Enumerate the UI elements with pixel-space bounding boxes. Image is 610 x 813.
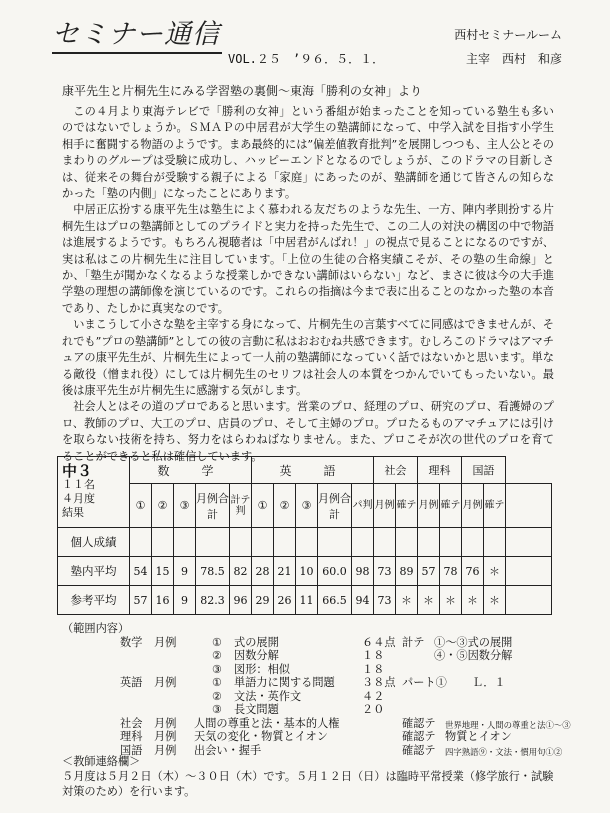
range-item: 文法・英作文: [234, 689, 302, 703]
col-header: 月例: [374, 484, 396, 528]
range-item: 人間の尊重と法・基本的人権: [194, 716, 340, 730]
range-line: [62, 703, 562, 717]
range-test: 計テ: [402, 635, 425, 649]
range-line: [62, 690, 562, 704]
range-kind: 月例: [154, 716, 177, 730]
grades-table: [57, 456, 552, 615]
range-test-note: 世界地理・人間の尊重と法①〜③: [445, 719, 571, 730]
range-number: ①: [212, 635, 223, 649]
volume-date: VOL.２５ ’９６．５．１．: [228, 52, 385, 66]
score-cell: 57: [418, 557, 440, 586]
student-count: １１名: [62, 478, 95, 491]
score-cell: [296, 528, 318, 557]
range-points: １８: [362, 662, 385, 676]
logo-underline: [52, 52, 222, 54]
notice-text: ５月度は５月２日（木）〜３０日（木）です。５月１２日（日）は臨時平常授業（修学旅行・試験対策のため）を行います。: [62, 770, 554, 798]
score-cell: 16: [152, 586, 174, 615]
score-cell: 29: [252, 586, 274, 615]
score-cell: 28: [252, 557, 274, 586]
score-cell: 11: [296, 586, 318, 615]
col-header: ②: [274, 484, 296, 528]
range-subject: 理科: [120, 730, 143, 743]
score-cell: [252, 528, 274, 557]
range-points: ２０: [362, 703, 385, 716]
article-paragraph: この４月より東海テレビで「勝利の女神」という番組が始まったことを知っている塾生も多いのではないでしょうか。ＳＭＡＰの中居君が大学生の塾講師になって、中学入試を目指す小学生相手に奮闘する物語のようです。まあ最終的には”偏差値教育批判”を展開しつつも、主人公とそのまわりのグループは受験に成功し、ハッピーエンドとなるのでしょうが、このドラマの目新しさは、従来その舞台が受験する親子による「家庭」にあったのが、塾講師を通じて皆さんの知らなかった「塾の内側」になったことにあります。: [62, 105, 554, 201]
score-cell: 96: [230, 586, 252, 615]
score-cell: [506, 557, 552, 586]
range-contents: [62, 622, 571, 757]
range-title-row: [62, 622, 562, 636]
score-cell: 57: [130, 586, 152, 615]
score-cell: 89: [396, 557, 418, 586]
article-body: [62, 104, 554, 465]
score-cell: ＊: [462, 586, 484, 615]
table-corner: [58, 457, 130, 528]
score-cell: ＊: [484, 557, 506, 586]
range-item: 因数分解: [234, 649, 279, 662]
month-label: ４月度: [62, 492, 95, 505]
range-item: 出会い・握手: [194, 743, 262, 757]
subject-japanese: 国語: [462, 457, 506, 484]
col-header: ①: [252, 484, 274, 528]
row-label: 塾内平均: [58, 557, 130, 586]
range-number: ③: [212, 703, 223, 716]
score-cell: 76: [462, 557, 484, 586]
score-cell: 73: [374, 586, 396, 615]
teacher-notice: [62, 754, 554, 799]
score-cell: 10: [296, 557, 318, 586]
range-line: [62, 649, 562, 663]
score-cell: 26: [274, 586, 296, 615]
score-cell: 66.5: [318, 586, 352, 615]
range-line: [62, 716, 571, 731]
organization-name: 西村セミナールーム: [454, 28, 562, 42]
range-subject: 国語: [120, 743, 143, 757]
range-number: ①: [212, 676, 223, 689]
range-points: １８: [362, 649, 385, 662]
col-header: ③: [174, 484, 196, 528]
range-test: 確認テ: [402, 716, 436, 730]
range-number: ③: [212, 662, 223, 676]
col-header: 計テ判: [230, 484, 252, 528]
range-test: パート①: [402, 676, 447, 689]
score-cell: 98: [352, 557, 374, 586]
range-line: [62, 676, 562, 690]
range-number: ②: [212, 689, 223, 703]
score-cell: [230, 528, 252, 557]
score-cell: 15: [152, 557, 174, 586]
col-header-blank: [506, 484, 552, 528]
score-cell: [396, 528, 418, 557]
range-test-note: 物質とイオン: [445, 730, 512, 743]
col-header: ③: [296, 484, 318, 528]
score-cell: 82.3: [196, 586, 230, 615]
range-kind: 月例: [154, 635, 177, 649]
col-header: ②: [152, 484, 174, 528]
newsletter-logo: セミナー通信: [52, 19, 220, 50]
col-header: ①: [130, 484, 152, 528]
col-header: 月例: [418, 484, 440, 528]
score-cell: 9: [174, 557, 196, 586]
score-cell: [152, 528, 174, 557]
score-cell: [174, 528, 196, 557]
subject-math: 数 学: [130, 457, 252, 484]
score-cell: 78.5: [196, 557, 230, 586]
col-header: パ判: [352, 484, 374, 528]
score-cell: [506, 586, 552, 615]
range-kind: 月例: [154, 676, 177, 689]
range-subject: 英語: [120, 676, 143, 689]
editor-name: 主宰 西村 和彦: [465, 52, 562, 66]
col-header: 月例合計: [196, 484, 230, 528]
row-label: 参考平均: [58, 586, 130, 615]
score-cell: [318, 528, 352, 557]
col-header: 確テ: [396, 484, 418, 528]
col-header: 月例合計: [318, 484, 352, 528]
range-test: 確認テ: [402, 730, 436, 743]
score-cell: ＊: [396, 586, 418, 615]
score-cell: 21: [274, 557, 296, 586]
col-header: 確テ: [440, 484, 462, 528]
score-cell: 9: [174, 586, 196, 615]
row-label: 個人成績: [58, 528, 130, 557]
table-row: [58, 557, 552, 586]
score-cell: 82: [230, 557, 252, 586]
range-line: [62, 730, 562, 744]
range-kind: 月例: [154, 730, 177, 743]
article-paragraph: 社会人とはその道のプロであると思います。営業のプロ、経理のプロ、研究のプロ、看護婦のプロ、教師のプロ、大工のプロ、店員のプロ、そして主婦のプロ。プロたるものアマチュアには引けを取らない技術を持ち、努力をはらわねばなりません。また、プロこそが次の世代のプロを育てることができると私は確信しています。: [62, 400, 554, 463]
score-cell: ＊: [440, 586, 462, 615]
masthead: [52, 12, 562, 72]
range-test-note: ①〜③式の展開: [434, 635, 513, 649]
article-subtitle: 康平先生と片桐先生にみる学習塾の裏側〜東海「勝利の女神」より: [62, 84, 423, 98]
col-header: 月例: [462, 484, 484, 528]
score-cell: [352, 528, 374, 557]
range-test-note: 四字熟語⑨・文法・慣用句①②: [445, 746, 563, 757]
range-points: ３８点: [362, 676, 396, 689]
score-cell: [196, 528, 230, 557]
score-cell: [418, 528, 440, 557]
range-test-note: ④・⑤因数分解: [434, 649, 513, 662]
score-cell: 78: [440, 557, 462, 586]
range-test: 確認テ: [402, 743, 436, 757]
score-cell: 73: [374, 557, 396, 586]
score-cell: 60.0: [318, 557, 352, 586]
range-kind: 月例: [154, 743, 177, 757]
table-row: [58, 586, 552, 615]
score-cell: [440, 528, 462, 557]
score-cell: [274, 528, 296, 557]
subject-social: 社会: [374, 457, 418, 484]
range-points: ４２: [362, 689, 385, 703]
range-item: 図形：相似: [234, 662, 290, 676]
article-paragraph: いまこうして小さな塾を主宰する身になって、片桐先生の言葉すべてに同感はできませんが、それでも”プロの塾講師”としての彼の言動に私はおおむね共感できます。むしろこのドラマはアマチュアの康平先生が、片桐先生によって一人前の塾講師になっていく話ではないかと思います。単なる敵役（憎まれ役）にしては片桐先生のセリフは社会人の本質をつかんでいてもったいない。最後は康平先生が片桐先生に感謝する気がします。: [62, 318, 554, 397]
range-subject: 数学: [120, 635, 143, 649]
range-test-note: Ｌ．１: [472, 676, 506, 689]
range-item: 式の展開: [234, 635, 279, 649]
score-cell: 94: [352, 586, 374, 615]
range-title: （範囲内容）: [62, 622, 130, 635]
result-label: 結果: [62, 506, 84, 519]
score-cell: [484, 528, 506, 557]
score-cell: 54: [130, 557, 152, 586]
range-item: 単語力に関する問題: [234, 676, 335, 689]
col-header: 確テ: [484, 484, 506, 528]
range-item: 長文問題: [234, 703, 279, 716]
range-number: ②: [212, 649, 223, 662]
range-line: [62, 663, 562, 677]
notice-heading: ＜教師連絡欄＞: [62, 755, 141, 768]
grade-label: 中３: [62, 462, 93, 480]
subject-science: 理科: [418, 457, 462, 484]
score-cell: [130, 528, 152, 557]
range-subject: 社会: [120, 716, 143, 730]
subject-english: 英 語: [252, 457, 374, 484]
score-cell: [506, 528, 552, 557]
article-paragraph: 中居正広扮する康平先生は塾生によく慕われる友だちのような先生、一方、陣内孝則扮する片桐先生はプロの塾講師としてのプライドと実力を持った先生で、この二人の対決の構図の中で物語は進展するようです。もちろん視聴者は「中居君がんばれ！」の視点で見ることになるのですが、実は私はこの片桐先生に注目しています。「上位の生徒の合格実績こそが、その塾の生命線」とか、「塾生が聞かなくなるような授業しかできない講師はいらない」など、まさに彼は今の大手進学塾の理想の講師像を演じているのです。これらの指摘は今まで表に出ることのなかった塾の本音であり、たしかに真実なのです。: [62, 203, 554, 315]
range-line: [62, 636, 562, 650]
table-row: [58, 528, 552, 557]
score-cell: [462, 528, 484, 557]
score-cell: ＊: [484, 586, 506, 615]
score-cell: [374, 528, 396, 557]
range-points: ６４点: [362, 635, 396, 649]
score-cell: ＊: [418, 586, 440, 615]
range-item: 天気の変化・物質とイオン: [194, 730, 328, 743]
